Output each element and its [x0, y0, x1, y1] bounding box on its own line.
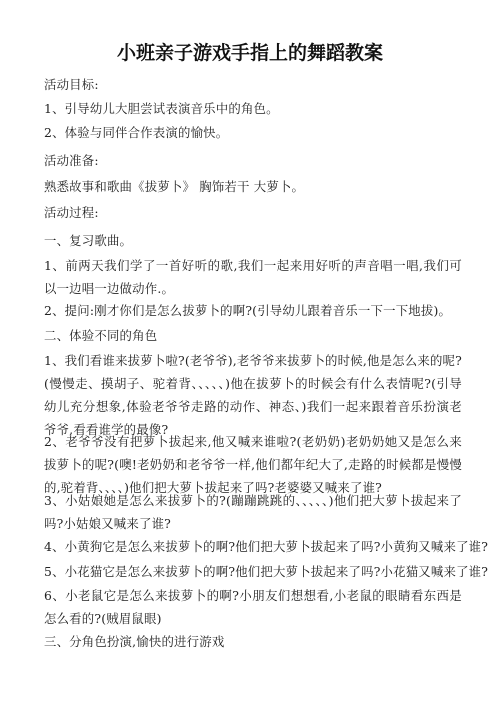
goal-item-1: 1、引导幼儿大胆尝试表演音乐中的角色。: [44, 101, 279, 116]
role-item-5: 5、小花猫它是怎么来拔萝卜的啊?他们把大萝卜拔起来了吗?小花猫又喊来了谁?: [44, 564, 489, 579]
role-item-2: 2、老爷爷没有把萝卜拔起来,他又喊来谁啦?(老奶奶)老奶奶她又是怎么来拔萝卜的呢?(噢!老奶奶和老爷爷一样,他们都年纪大了,走路的时候都是慢慢的,驼着背、、、、)他们把大萝卜拔起来了吗?老婆婆又喊来了谁?: [44, 434, 462, 495]
role-item-3: 3、小姑娘她是怎么来拔萝卜的?(蹦蹦跳跳的、、、、、)他们把大萝卜拔起来了吗?小姑娘又喊来了谁?: [44, 493, 462, 531]
role-item-1: 1、我们看谁来拔萝卜啦?(老爷爷),老爷爷来拔萝卜的时候,他是怎么来的呢?(慢慢走、摸胡子、驼着背、、、、、)他在拔萝卜的时候会有什么表情呢?(引导幼儿充分想象,体验老爷爷走路的动作、神态、)我们一起来跟着音乐扮演老爷爷,看看谁学的最像?: [44, 353, 462, 437]
review-item-1: 1、前两天我们学了一首好听的歌,我们一起来用好听的声音唱一唱,我们可以一边唱一边做动作.。: [44, 258, 462, 296]
role-item-6: 6、小老鼠它是怎么来拔萝卜的啊?小朋友们想想看,小老鼠的眼睛看东西是怎么看的?(贼眉鼠眼): [44, 588, 462, 626]
role-item-4: 4、小黄狗它是怎么来拔萝卜的啊?他们把大萝卜拔起来了吗?小黄狗又喊来了谁?: [44, 539, 489, 554]
process-heading: 活动过程:: [44, 205, 99, 220]
review-item-2: 2、提问:刚才你们是怎么拔萝卜的啊?(引导幼儿跟着音乐一下一下地拔)。: [44, 303, 452, 318]
goals-heading: 活动目标:: [44, 77, 99, 92]
section-heading-2: 二、体验不同的角色: [44, 328, 158, 343]
goal-item-2: 2、体验与同伴合作表演的愉快。: [44, 125, 229, 140]
section-heading-3: 三、分角色扮演,愉快的进行游戏: [44, 634, 225, 649]
section-heading-1: 一、复习歌曲。: [44, 233, 133, 248]
document-title: 小班亲子游戏手指上的舞蹈教案: [116, 42, 383, 64]
prep-text: 熟悉故事和歌曲《拔萝卜》 胸饰若干 大萝卜。: [44, 179, 305, 194]
prep-heading: 活动准备:: [44, 153, 99, 168]
